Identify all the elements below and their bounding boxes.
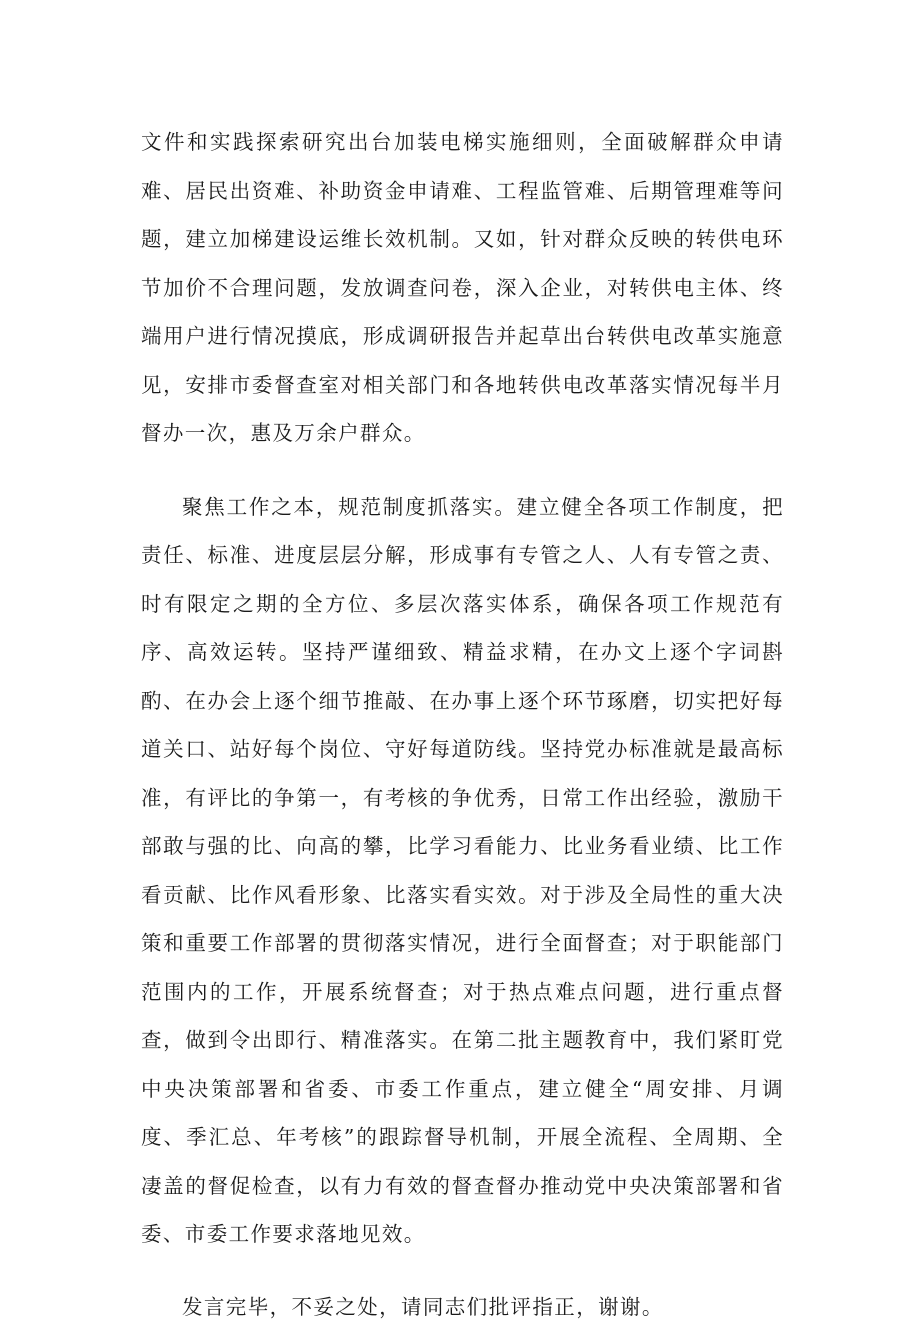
- paragraph-closing-remarks: 发言完毕，不妥之处，请同志们批评指正，谢谢。: [141, 1283, 784, 1331]
- paragraph-work-foundation: 聚焦工作之本，规范制度抓落实。建立健全各项工作制度，把责任、标准、进度层层分解，形成事有专管之人、人有专管之责、时有限定之期的全方位、多层次落实体系，确保各项工作规范有序、高效运转。坚持严谨细致、精益求精，在办文上逐个字词斟酌、在办会上逐个细节推敲、在办事上逐个环节琢磨，切实把好每道关口、站好每个岗位、守好每道防线。坚持党办标准就是最高标准，有评比的争第一，有考核的争优秀，日常工作出经验，激励干部敢与强的比、向高的攀，比学习看能力、比业务看业绩、比工作看贡献、比作风看形象、比落实看实效。对于涉及全局性的重大决策和重要工作部署的贯彻落实情况，进行全面督查；对于职能部门范围内的工作，开展系统督查；对于热点难点问题，进行重点督查，做到令出即行、精准落实。在第二批主题教育中，我们紧盯党中央决策部署和省委、市委工作重点，建立健全“周安排、月调度、季汇总、年考核”的跟踪督导机制，开展全流程、全周期、全凄盖的督促检查，以有力有效的督查督办推动党中央决策部署和省委、市委工作要求落地见效。: [141, 483, 784, 1259]
- paragraph-continuation: 文件和实践探索研究出台加装电梯实施细则，全面破解群众申请难、居民出资难、补助资金申请难、工程监管难、后期管理难等问题，建立加梯建设运维长效机制。又如，针对群众反映的转供电环节加价不合理问题，发放调查问卷，深入企业，对转供电主体、终端用户进行情况摸底，形成调研报告并起草出台转供电改革实施意见，安排市委督查室对相关部门和各地转供电改革落实情况每半月督办一次，惠及万余户群众。: [141, 118, 784, 458]
